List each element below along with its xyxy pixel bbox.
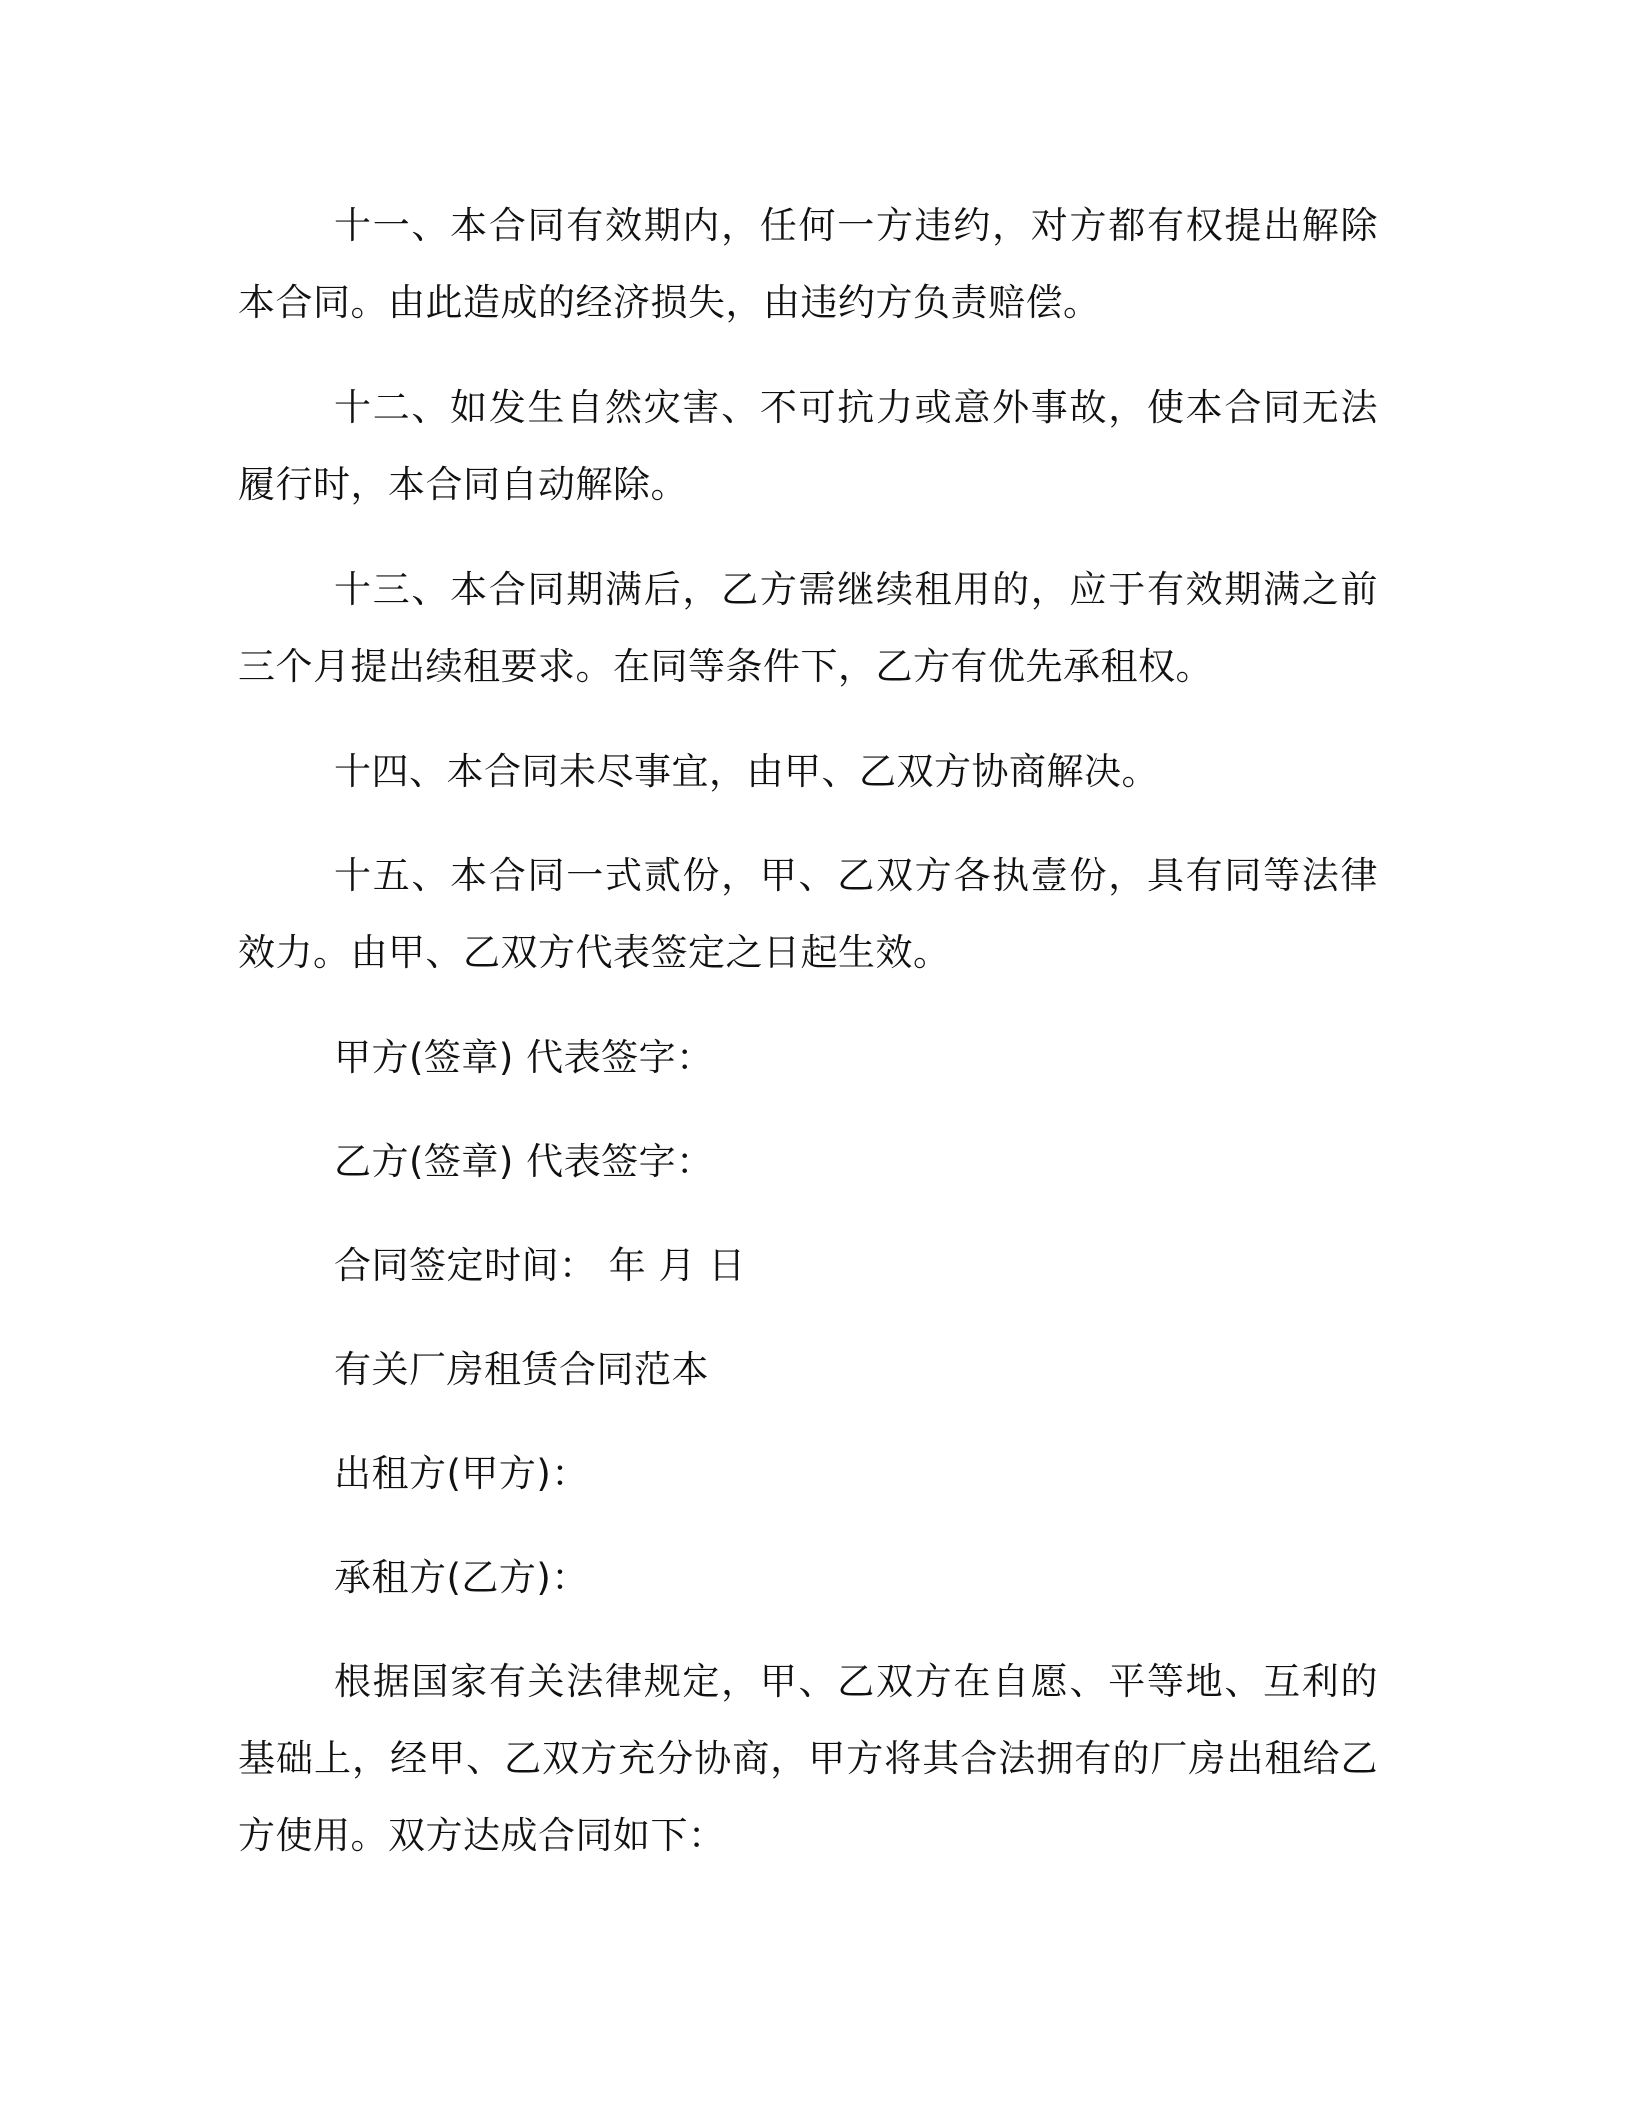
preamble-paragraph: 根据国家有关法律规定，甲、乙双方在自愿、平等地、互利的基础上，经甲、乙双方充分协商，甲方将其合法拥有的厂房出租给乙方使用。双方达成合同如下： — [238, 1660, 1378, 1857]
clause-13: 十三、本合同期满后，乙方需继续租用的，应于有效期满之前三个月提出续租要求。在同等条件下，乙方有优先承租权。 — [238, 568, 1378, 688]
clause-14: 十四、本合同未尽事宜，由甲、乙双方协商解决。 — [334, 750, 1159, 793]
party-b-signature-line: 乙方(签章) 代表签字： — [334, 1140, 714, 1183]
party-a-signature-line: 甲方(签章) 代表签字： — [334, 1036, 714, 1079]
clause-11: 十一、本合同有效期内，任何一方违约，对方都有权提出解除本合同。由此造成的经济损失，由违约方负责赔偿。 — [238, 204, 1378, 324]
new-contract-title: 有关厂房租赁合同范本 — [334, 1348, 709, 1391]
clause-15: 十五、本合同一式贰份，甲、乙双方各执壹份，具有同等法律效力。由甲、乙双方代表签定之日起生效。 — [238, 854, 1378, 974]
document-body — [238, 187, 1378, 1902]
lessor-line: 出租方(甲方)： — [334, 1452, 589, 1495]
lessee-line: 承租方(乙方)： — [334, 1556, 589, 1599]
contract-date-line: 合同签定时间： 年 月 日 — [334, 1244, 746, 1287]
clause-12: 十二、如发生自然灾害、不可抗力或意外事故，使本合同无法履行时，本合同自动解除。 — [238, 386, 1378, 506]
